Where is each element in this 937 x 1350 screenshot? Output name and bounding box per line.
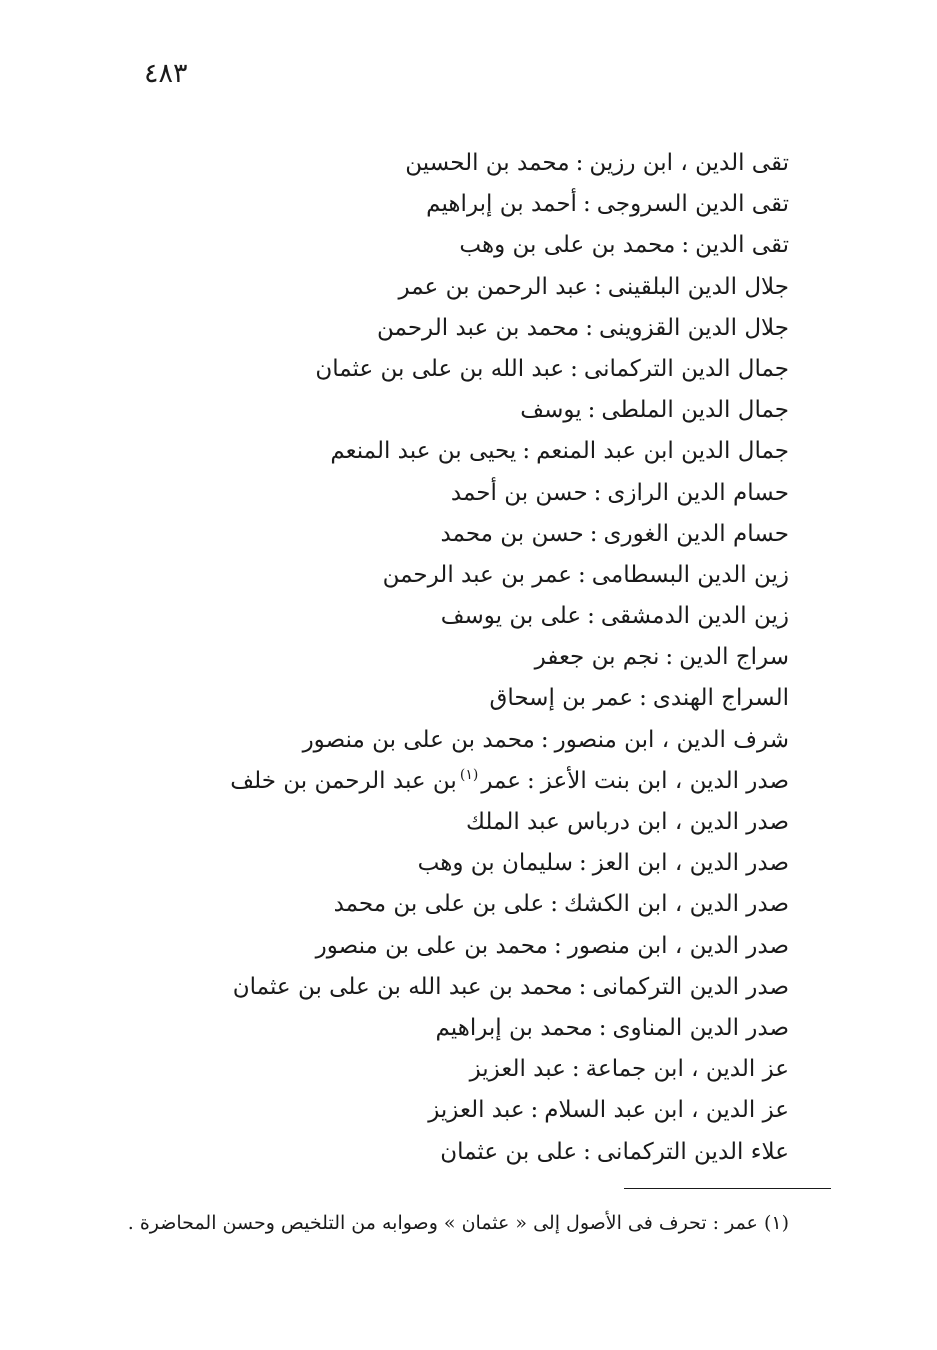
index-entry [169,184,789,225]
entry-separator: : [578,973,587,1000]
entry-separator: : [587,603,595,630]
entry-name: جمال الدين ابن عبد المنعم [536,438,789,465]
entry-separator: : [639,685,647,712]
entry-separator: : [575,150,584,176]
entry-separator: : [540,726,549,753]
index-entry [169,349,789,390]
entry-separator: : [570,355,578,382]
entry-separator: : [579,850,587,877]
entry-reference: عمر بن عبد الرحمن [382,561,572,588]
entry-reference: محمد بن عبد الرحمن [377,314,580,341]
entry-name: جلال الدين القزوينى [599,314,789,341]
entry-name: علاء الدين التركمانى [596,1138,789,1165]
entry-name: صدر الدين ، ابن درباس عبد الملك [466,809,789,835]
entry-name: صدر الدين ، ابن الكشك [563,891,789,918]
entry-reference: عبد العزيز [428,1097,525,1124]
index-entry [169,390,789,431]
index-entry [169,1090,789,1131]
entry-name: شرف الدين ، ابن منصور [554,726,789,753]
index-entry [169,967,789,1008]
index-entry [169,267,789,308]
footnote: (١) عمر : تحرف فى الأصول إلى « عثمان » وصوابه من التلخيص وحسن المحاضرة . [127,1212,789,1234]
entry-name: تقى الدين [695,232,789,259]
entry-reference: سليمان بن وهب [417,850,573,877]
entry-reference: عبد العزيز [469,1056,566,1083]
entry-reference: حسن بن محمد [440,520,584,547]
index-entry [169,926,789,967]
index-entry [169,473,789,514]
entry-reference-continued: بن عبد الرحمن بن خلف [230,767,457,794]
index-entry [169,596,789,637]
entry-name: جلال الدين البلقينى [607,273,789,300]
entry-reference: على بن على بن محمد [333,891,545,918]
footnote-divider [624,1188,831,1189]
entry-name: تقى الدين السروجى [596,191,789,218]
entry-reference: محمد بن إبراهيم [435,1014,593,1041]
index-entry [169,514,789,555]
entry-separator: : [582,191,591,218]
entry-name: زين الدين البسطامى [591,561,789,588]
index-entry [169,1132,789,1173]
entry-separator: : [681,232,690,259]
page-number: ٤٨٣ [144,58,188,89]
index-entry-list [169,143,789,1173]
entry-name: صدر الدين ، ابن بنت الأعز [540,767,789,794]
entry-separator: : [578,561,586,588]
entry-separator: : [550,891,558,918]
entry-name: صدر الدين المناوى [612,1014,789,1041]
entry-reference: نجم بن جعفر [534,644,660,671]
index-entry [169,555,789,596]
index-entry [169,802,789,843]
entry-reference: عبد الرحمن بن عمر [398,273,588,300]
index-entry [169,143,789,184]
entry-reference: عبد الله بن على بن عثمان [315,355,565,382]
index-entry [169,843,789,884]
entry-separator: : [665,644,674,671]
entry-name: صدر الدين التركمانى [592,973,789,1000]
entry-name: جمال الدين التركمانى [583,355,789,382]
index-entry [169,1008,789,1049]
entry-name: تقى الدين ، ابن رزين [589,150,789,176]
index-entry [169,761,789,802]
entry-reference: يوسف [520,397,582,424]
entry-reference: محمد بن على بن منصور [302,726,535,753]
entry-reference: يحيى بن عبد المنعم [330,438,517,465]
entry-reference: محمد بن عبد الله بن على بن عثمان [232,973,573,1000]
entry-separator: : [522,438,531,465]
index-entry [169,1049,789,1090]
entry-name: صدر الدين ، ابن منصور [567,932,789,959]
entry-name: حسام الدين الغورى [603,520,789,547]
index-entry [169,225,789,266]
entry-reference: على بن عثمان [440,1138,578,1165]
index-entry [169,637,789,678]
entry-reference: على بن يوسف [440,603,582,630]
index-entry [169,720,789,761]
entry-separator: : [530,1097,539,1124]
entry-separator: : [571,1056,580,1083]
entry-separator: : [593,273,602,300]
entry-separator: : [527,767,535,794]
entry-reference: أحمد بن إبراهيم [426,191,577,218]
index-entry [169,678,789,719]
entry-separator: : [585,314,593,341]
entry-name: جمال الدين الملطى [601,397,789,424]
entry-reference: حسن بن أحمد [450,479,588,506]
index-entry [169,308,789,349]
entry-reference: محمد بن على بن منصور [315,932,548,959]
entry-name: صدر الدين ، ابن العز [592,850,789,877]
entry-separator: : [553,932,562,959]
index-entry [169,884,789,925]
entry-name: السراج الهندى [652,685,789,712]
entry-reference: محمد بن على بن وهب [459,232,676,259]
index-entry [169,431,789,472]
entry-reference: عمر بن إسحاق [489,685,634,712]
entry-reference: عمر [481,767,522,794]
entry-name: عز الدين ، ابن جماعة [585,1056,789,1083]
entry-name: حسام الدين الرازى [607,479,789,506]
entry-separator: : [598,1014,607,1041]
entry-reference: محمد بن الحسين [405,150,570,176]
entry-name: سراج الدين [679,644,789,671]
entry-separator: : [587,397,596,424]
entry-name: زين الدين الدمشقى [600,603,789,630]
entry-separator: : [589,520,598,547]
entry-separator: : [593,479,602,506]
entry-name: عز الدين ، ابن عبد السلام [544,1097,789,1124]
entry-separator: : [583,1138,591,1165]
footnote-marker: (١) [459,767,479,784]
